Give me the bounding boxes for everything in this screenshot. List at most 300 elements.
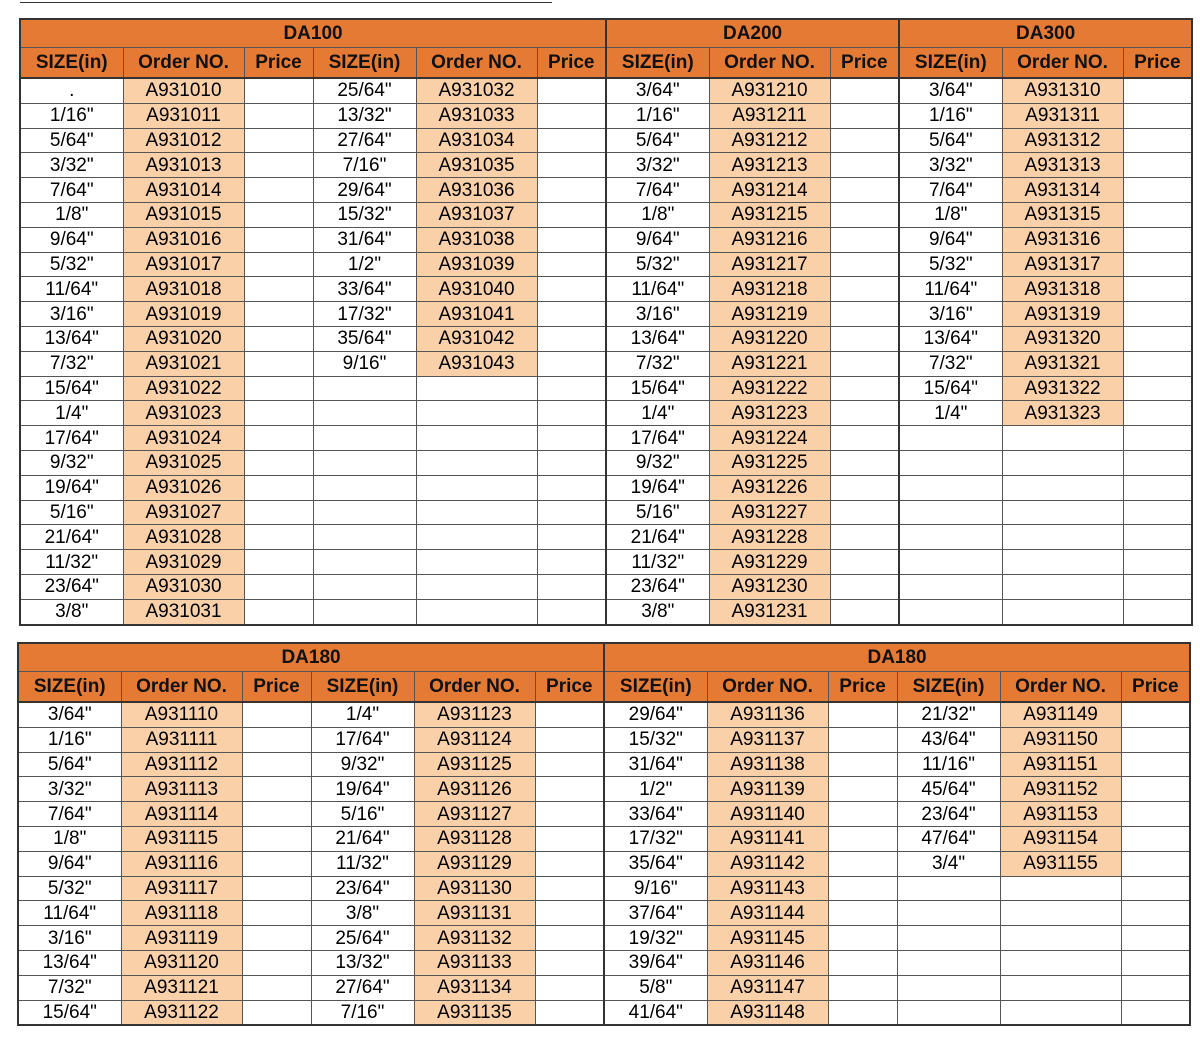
order-number-cell: A931123: [414, 702, 535, 727]
order-number-cell: A931029: [123, 550, 244, 575]
order-number-cell: A931020: [123, 326, 244, 351]
order-number-cell: [416, 426, 537, 451]
price-cell: [828, 727, 897, 752]
size-cell: [899, 574, 1002, 599]
order-number-cell: A931021: [123, 351, 244, 376]
order-number-cell: [416, 475, 537, 500]
price-cell: [1121, 727, 1190, 752]
order-number-cell: [1002, 599, 1123, 624]
order-number-cell: [1000, 926, 1121, 951]
size-cell: 15/64": [606, 376, 709, 401]
size-cell: 25/64": [311, 926, 414, 951]
order-number-cell: A931145: [707, 926, 828, 951]
group-header-da200: DA200: [606, 19, 899, 48]
size-cell: 3/16": [899, 302, 1002, 327]
price-cell: [537, 450, 606, 475]
size-cell: 7/16": [311, 1000, 414, 1025]
column-header-row: [20, 48, 1192, 79]
price-cell: [830, 599, 899, 624]
order-number-cell: A931121: [121, 975, 242, 1000]
size-cell: 1/8": [20, 202, 123, 227]
size-cell: 3/64": [899, 78, 1002, 103]
price-cell: [1123, 326, 1192, 351]
group-header-da300: DA300: [899, 19, 1192, 48]
column-header: Price: [828, 672, 897, 703]
order-number-cell: A931120: [121, 950, 242, 975]
price-cell: [537, 376, 606, 401]
size-cell: 9/32": [606, 450, 709, 475]
order-number-cell: A931018: [123, 277, 244, 302]
table-row: [20, 351, 1192, 376]
size-cell: 1/4": [311, 702, 414, 727]
size-cell: 35/64": [313, 326, 416, 351]
price-cell: [537, 103, 606, 128]
size-cell: 23/64": [897, 802, 1000, 827]
size-cell: 1/4": [899, 401, 1002, 426]
size-cell: 7/32": [606, 351, 709, 376]
column-header: Price: [1121, 672, 1190, 703]
order-number-cell: A931113: [121, 777, 242, 802]
column-header: SIZE(in): [20, 48, 123, 79]
table-row: [18, 876, 1190, 901]
size-cell: 3/32": [20, 153, 123, 178]
price-cell: [537, 302, 606, 327]
column-header: Order NO.: [123, 48, 244, 79]
order-number-cell: A931214: [709, 178, 830, 203]
group-header-da100: DA100: [20, 19, 606, 48]
size-cell: 43/64": [897, 727, 1000, 752]
price-cell: [830, 351, 899, 376]
size-cell: 33/64": [313, 277, 416, 302]
price-cell: [1121, 975, 1190, 1000]
price-cell: [830, 252, 899, 277]
order-number-cell: A931230: [709, 574, 830, 599]
price-cell: [1123, 252, 1192, 277]
column-header: Price: [244, 48, 313, 79]
column-header: Price: [537, 48, 606, 79]
order-number-cell: A931144: [707, 901, 828, 926]
price-cell: [535, 901, 604, 926]
order-number-cell: A931023: [123, 401, 244, 426]
size-cell: 3/4": [897, 851, 1000, 876]
column-header: Order NO.: [1002, 48, 1123, 79]
price-cell: [1123, 500, 1192, 525]
price-cell: [830, 525, 899, 550]
table-row: [20, 302, 1192, 327]
size-cell: 1/2": [604, 777, 707, 802]
order-number-cell: A931110: [121, 702, 242, 727]
order-number-cell: A931142: [707, 851, 828, 876]
size-cell: [899, 599, 1002, 624]
column-header: SIZE(in): [899, 48, 1002, 79]
price-cell: [244, 326, 313, 351]
size-cell: 7/32": [20, 351, 123, 376]
price-cell: [242, 901, 311, 926]
size-cell: 9/64": [20, 227, 123, 252]
size-cell: 31/64": [313, 227, 416, 252]
order-number-cell: A931149: [1000, 702, 1121, 727]
price-cell: [830, 401, 899, 426]
price-cell: [828, 777, 897, 802]
price-cell: [537, 153, 606, 178]
order-number-cell: A931155: [1000, 851, 1121, 876]
price-table-da100-da200-da300: [19, 18, 1193, 626]
column-header: Order NO.: [709, 48, 830, 79]
column-header: SIZE(in): [18, 672, 121, 703]
order-number-cell: A931152: [1000, 777, 1121, 802]
order-number-cell: [1002, 475, 1123, 500]
price-cell: [244, 202, 313, 227]
size-cell: 45/64": [897, 777, 1000, 802]
price-cell: [242, 851, 311, 876]
order-number-cell: A931124: [414, 727, 535, 752]
order-number-cell: A931226: [709, 475, 830, 500]
column-header: SIZE(in): [606, 48, 709, 79]
order-number-cell: A931026: [123, 475, 244, 500]
price-cell: [535, 975, 604, 1000]
order-number-cell: A931019: [123, 302, 244, 327]
price-cell: [242, 1000, 311, 1025]
size-cell: 9/64": [899, 227, 1002, 252]
size-cell: 3/8": [606, 599, 709, 624]
size-cell: 33/64": [604, 802, 707, 827]
price-cell: [242, 752, 311, 777]
price-cell: [535, 727, 604, 752]
size-cell: 1/16": [606, 103, 709, 128]
price-cell: [537, 202, 606, 227]
order-number-cell: A931112: [121, 752, 242, 777]
price-cell: [535, 851, 604, 876]
order-number-cell: A931211: [709, 103, 830, 128]
size-cell: [313, 401, 416, 426]
size-cell: 1/16": [899, 103, 1002, 128]
table-row: [20, 326, 1192, 351]
table-row: [20, 178, 1192, 203]
size-cell: 13/64": [18, 950, 121, 975]
price-cell: [830, 227, 899, 252]
size-cell: 15/32": [313, 202, 416, 227]
size-cell: 13/64": [606, 326, 709, 351]
price-cell: [242, 802, 311, 827]
order-number-cell: [416, 550, 537, 575]
size-cell: 1/16": [18, 727, 121, 752]
size-cell: [313, 376, 416, 401]
size-cell: [897, 975, 1000, 1000]
order-number-cell: A931315: [1002, 202, 1123, 227]
price-cell: [830, 326, 899, 351]
price-cell: [244, 599, 313, 624]
column-header: Order NO.: [121, 672, 242, 703]
price-cell: [1123, 202, 1192, 227]
size-cell: 37/64": [604, 901, 707, 926]
size-cell: [313, 525, 416, 550]
price-cell: [535, 752, 604, 777]
price-cell: [1123, 525, 1192, 550]
size-cell: 15/32": [604, 727, 707, 752]
size-cell: 5/32": [606, 252, 709, 277]
size-cell: 21/64": [311, 826, 414, 851]
order-number-cell: [1002, 450, 1123, 475]
order-number-cell: A931032: [416, 78, 537, 103]
order-number-cell: A931212: [709, 128, 830, 153]
order-number-cell: A931117: [121, 876, 242, 901]
order-number-cell: A931025: [123, 450, 244, 475]
size-cell: 9/16": [313, 351, 416, 376]
size-cell: 7/64": [20, 178, 123, 203]
order-number-cell: [416, 401, 537, 426]
size-cell: 15/64": [20, 376, 123, 401]
order-number-cell: A931040: [416, 277, 537, 302]
order-number-cell: [416, 574, 537, 599]
price-cell: [242, 975, 311, 1000]
table-row: [18, 851, 1190, 876]
order-number-cell: A931132: [414, 926, 535, 951]
size-cell: 23/64": [606, 574, 709, 599]
price-cell: [242, 950, 311, 975]
order-number-cell: A931321: [1002, 351, 1123, 376]
table-row: [18, 802, 1190, 827]
price-cell: [830, 153, 899, 178]
order-number-cell: A931035: [416, 153, 537, 178]
size-cell: 9/32": [20, 450, 123, 475]
price-cell: [1123, 450, 1192, 475]
size-cell: 15/64": [899, 376, 1002, 401]
size-cell: 9/16": [604, 876, 707, 901]
price-cell: [1123, 475, 1192, 500]
price-cell: [1123, 153, 1192, 178]
price-cell: [537, 525, 606, 550]
order-number-cell: A931312: [1002, 128, 1123, 153]
order-number-cell: A931129: [414, 851, 535, 876]
price-cell: [1121, 702, 1190, 727]
size-cell: [897, 950, 1000, 975]
size-cell: 13/64": [899, 326, 1002, 351]
order-number-cell: A931016: [123, 227, 244, 252]
size-cell: 5/32": [899, 252, 1002, 277]
price-cell: [1121, 826, 1190, 851]
price-cell: [242, 876, 311, 901]
size-cell: 11/32": [20, 550, 123, 575]
table-row: [20, 202, 1192, 227]
size-cell: 47/64": [897, 826, 1000, 851]
size-cell: 23/64": [311, 876, 414, 901]
price-cell: [537, 599, 606, 624]
order-number-cell: A931125: [414, 752, 535, 777]
price-cell: [1123, 302, 1192, 327]
order-number-cell: A931310: [1002, 78, 1123, 103]
column-header: Price: [535, 672, 604, 703]
size-cell: 3/16": [606, 302, 709, 327]
order-number-cell: A931033: [416, 103, 537, 128]
table-row: [18, 926, 1190, 951]
price-cell: [535, 826, 604, 851]
order-number-cell: [1002, 500, 1123, 525]
order-number-cell: A931231: [709, 599, 830, 624]
price-cell: [830, 450, 899, 475]
size-cell: 21/64": [20, 525, 123, 550]
size-cell: 5/64": [899, 128, 1002, 153]
table-row: [18, 727, 1190, 752]
size-cell: 1/8": [899, 202, 1002, 227]
table-row: [20, 475, 1192, 500]
order-number-cell: A931130: [414, 876, 535, 901]
price-cell: [1121, 1000, 1190, 1025]
size-cell: 13/64": [20, 326, 123, 351]
price-cell: [244, 525, 313, 550]
size-cell: [899, 426, 1002, 451]
price-cell: [828, 926, 897, 951]
order-number-cell: [1000, 975, 1121, 1000]
price-cell: [828, 826, 897, 851]
price-cell: [242, 702, 311, 727]
price-cell: [537, 128, 606, 153]
order-number-cell: A931118: [121, 901, 242, 926]
order-number-cell: A931115: [121, 826, 242, 851]
table-row: [18, 777, 1190, 802]
size-cell: 3/64": [606, 78, 709, 103]
order-number-cell: A931319: [1002, 302, 1123, 327]
size-cell: 41/64": [604, 1000, 707, 1025]
price-cell: [537, 78, 606, 103]
price-cell: [828, 1000, 897, 1025]
size-cell: 11/64": [18, 901, 121, 926]
order-number-cell: [416, 525, 537, 550]
price-cell: [537, 401, 606, 426]
order-number-cell: A931043: [416, 351, 537, 376]
size-cell: 11/32": [311, 851, 414, 876]
size-cell: 5/64": [20, 128, 123, 153]
order-number-cell: A931024: [123, 426, 244, 451]
order-number-cell: [1002, 525, 1123, 550]
price-cell: [1123, 426, 1192, 451]
order-number-cell: A931010: [123, 78, 244, 103]
size-cell: [313, 550, 416, 575]
size-cell: [313, 450, 416, 475]
table-row: [20, 450, 1192, 475]
size-cell: 17/64": [20, 426, 123, 451]
table-row: [20, 153, 1192, 178]
price-cell: [1121, 876, 1190, 901]
price-cell: [1121, 802, 1190, 827]
order-number-cell: A931111: [121, 727, 242, 752]
order-number-cell: A931133: [414, 950, 535, 975]
price-cell: [535, 802, 604, 827]
price-cell: [828, 702, 897, 727]
price-cell: [535, 950, 604, 975]
order-number-cell: A931126: [414, 777, 535, 802]
price-cell: [244, 78, 313, 103]
price-cell: [830, 78, 899, 103]
order-number-cell: A931014: [123, 178, 244, 203]
size-cell: 1/8": [18, 826, 121, 851]
price-cell: [1123, 78, 1192, 103]
size-cell: 27/64": [311, 975, 414, 1000]
table-row: [18, 752, 1190, 777]
size-cell: 39/64": [604, 950, 707, 975]
size-cell: [899, 550, 1002, 575]
order-number-cell: A931036: [416, 178, 537, 203]
size-cell: 7/16": [313, 153, 416, 178]
order-number-cell: [1000, 1000, 1121, 1025]
order-number-cell: A931320: [1002, 326, 1123, 351]
price-cell: [244, 450, 313, 475]
size-cell: [313, 426, 416, 451]
price-cell: [828, 975, 897, 1000]
order-number-cell: A931217: [709, 252, 830, 277]
price-cell: [537, 227, 606, 252]
order-number-cell: A931223: [709, 401, 830, 426]
order-number-cell: A931153: [1000, 802, 1121, 827]
order-number-cell: [1000, 901, 1121, 926]
price-cell: [1123, 227, 1192, 252]
order-number-cell: A931317: [1002, 252, 1123, 277]
order-number-cell: A931135: [414, 1000, 535, 1025]
price-cell: [244, 574, 313, 599]
column-header: Order NO.: [707, 672, 828, 703]
column-header: SIZE(in): [313, 48, 416, 79]
order-number-cell: A931116: [121, 851, 242, 876]
size-cell: 5/64": [18, 752, 121, 777]
price-cell: [830, 500, 899, 525]
price-cell: [537, 351, 606, 376]
order-number-cell: A931220: [709, 326, 830, 351]
size-cell: 1/2": [313, 252, 416, 277]
price-cell: [1123, 401, 1192, 426]
price-cell: [1121, 950, 1190, 975]
price-cell: [1123, 351, 1192, 376]
order-number-cell: A931022: [123, 376, 244, 401]
price-cell: [535, 777, 604, 802]
size-cell: 1/16": [20, 103, 123, 128]
order-number-cell: A931119: [121, 926, 242, 951]
order-number-cell: A931114: [121, 802, 242, 827]
size-cell: 23/64": [20, 574, 123, 599]
size-cell: 5/32": [18, 876, 121, 901]
price-cell: [244, 128, 313, 153]
size-cell: 7/32": [18, 975, 121, 1000]
order-number-cell: A931227: [709, 500, 830, 525]
order-number-cell: A931216: [709, 227, 830, 252]
price-cell: [537, 500, 606, 525]
order-number-cell: A931131: [414, 901, 535, 926]
order-number-cell: A931015: [123, 202, 244, 227]
size-cell: 19/64": [606, 475, 709, 500]
size-cell: 7/64": [606, 178, 709, 203]
order-number-cell: A931322: [1002, 376, 1123, 401]
size-cell: 15/64": [18, 1000, 121, 1025]
size-cell: 31/64": [604, 752, 707, 777]
price-cell: [244, 178, 313, 203]
price-cell: [830, 426, 899, 451]
size-cell: 3/16": [18, 926, 121, 951]
order-number-cell: A931013: [123, 153, 244, 178]
size-cell: [897, 926, 1000, 951]
order-number-cell: [416, 599, 537, 624]
size-cell: 11/32": [606, 550, 709, 575]
price-cell: [244, 401, 313, 426]
size-cell: [313, 475, 416, 500]
size-cell: 17/64": [606, 426, 709, 451]
price-cell: [830, 128, 899, 153]
price-cell: [828, 876, 897, 901]
size-cell: [313, 574, 416, 599]
order-number-cell: A931011: [123, 103, 244, 128]
price-cell: [537, 550, 606, 575]
order-number-cell: A931139: [707, 777, 828, 802]
price-cell: [537, 475, 606, 500]
size-cell: 35/64": [604, 851, 707, 876]
price-cell: [537, 326, 606, 351]
